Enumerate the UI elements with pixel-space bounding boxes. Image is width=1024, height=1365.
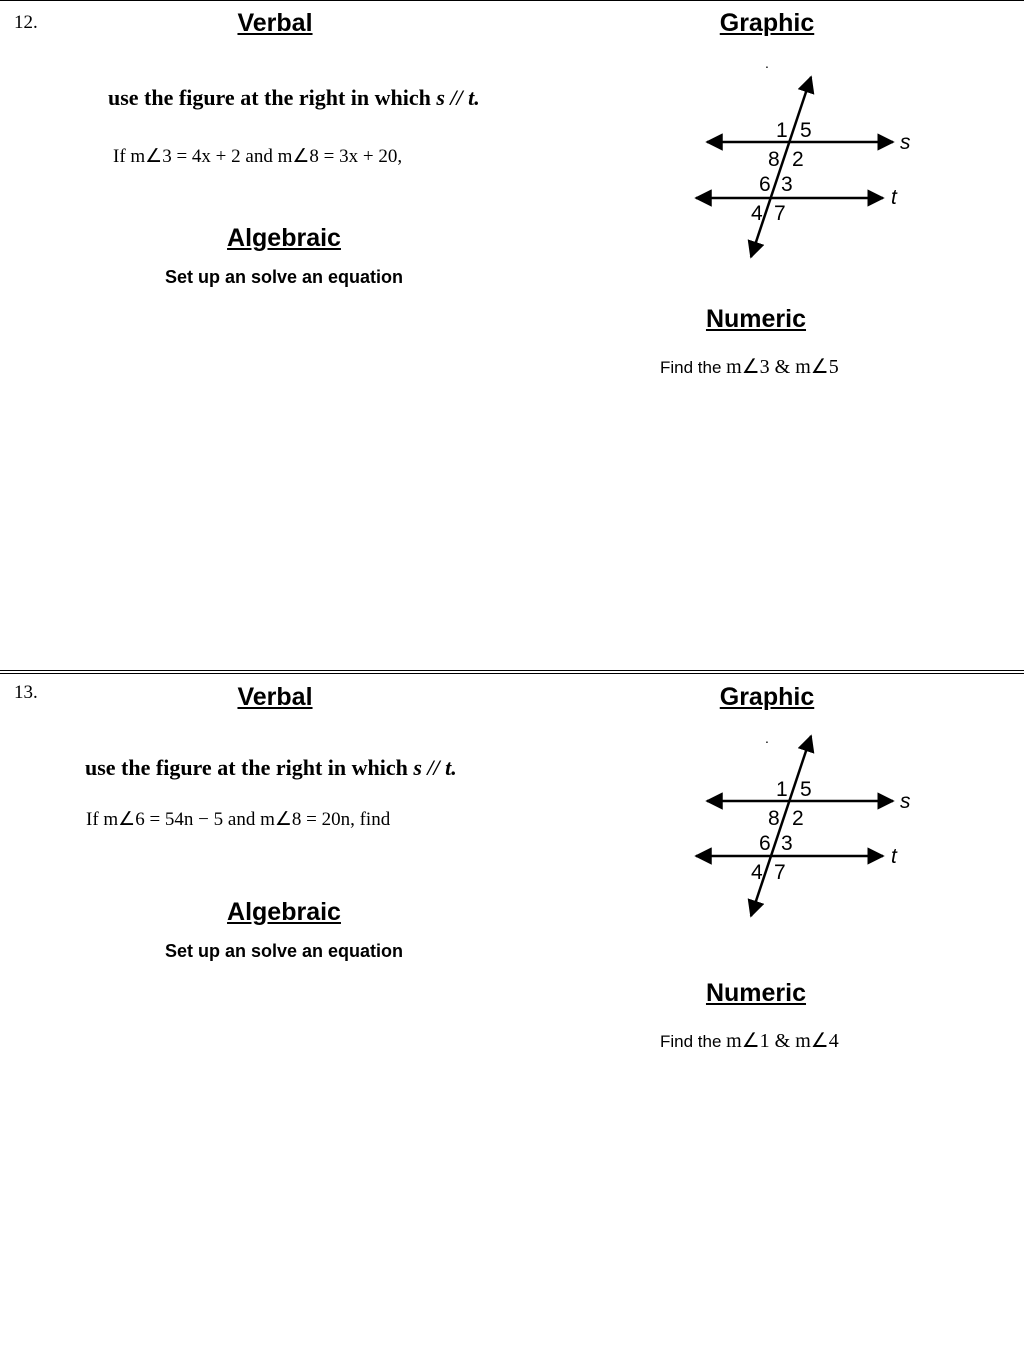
verbal-instruction-text: use the figure at the right in which (108, 85, 437, 110)
problem-13 (0, 670, 1024, 1365)
graphic-heading: Graphic (719, 9, 815, 37)
angle-label-8: 8 (768, 148, 780, 171)
parallel-lines-figure (680, 71, 930, 266)
angle-label-3: 3 (781, 173, 793, 196)
verbal-instruction (108, 85, 480, 111)
line-label-s: s (900, 131, 911, 154)
angle-label-8: 8 (768, 807, 780, 830)
angle-label-4: 4 (751, 202, 763, 225)
ampersand: & (769, 1030, 796, 1052)
parallel-notation: s // t. (436, 85, 480, 110)
angle-label-2: 2 (792, 148, 804, 171)
numeric-instruction (660, 354, 839, 379)
section-divider (0, 670, 1024, 674)
verbal-instruction (85, 755, 457, 781)
angle-label-6: 6 (759, 173, 771, 196)
angle-label-7: 7 (774, 861, 786, 884)
figure-dot: . (765, 730, 769, 746)
figure-dot: . (765, 55, 769, 71)
angle-label-3: 3 (781, 832, 793, 855)
numeric-prefix: Find the (660, 1032, 727, 1051)
angle-equation: If m∠3 = 4x + 2 and m∠8 = 3x + 20, (113, 146, 403, 167)
line-label-t: t (891, 845, 897, 868)
angle-label-5: 5 (800, 778, 812, 801)
angle-label-4: 4 (751, 861, 763, 884)
algebraic-heading: Algebraic (227, 224, 341, 252)
verbal-heading: Verbal (237, 9, 313, 37)
angle-label-6: 6 (759, 832, 771, 855)
algebraic-instruction: Set up an solve an equation (164, 941, 404, 961)
parallel-lines-figure (680, 730, 930, 925)
numeric-prefix: Find the (660, 358, 727, 377)
numeric-heading: Numeric (705, 979, 807, 1007)
problem-number: 13. (14, 682, 38, 703)
ampersand: & (769, 356, 796, 378)
verbal-heading: Verbal (237, 683, 313, 711)
angle-label-5: 5 (800, 119, 812, 142)
angle-a: m∠3 (726, 356, 770, 378)
verbal-instruction-text: use the figure at the right in which (85, 755, 414, 780)
angle-label-7: 7 (774, 202, 786, 225)
algebraic-instruction: Set up an solve an equation (164, 267, 404, 287)
problem-12 (0, 0, 1024, 671)
algebraic-heading: Algebraic (227, 898, 341, 926)
numeric-heading: Numeric (705, 305, 807, 333)
line-label-t: t (891, 186, 897, 209)
angle-label-2: 2 (792, 807, 804, 830)
graphic-heading: Graphic (719, 683, 815, 711)
angle-label-1: 1 (776, 778, 788, 801)
angle-b: m∠5 (795, 356, 839, 378)
angle-equation: If m∠6 = 54n − 5 and m∠8 = 20n, find (86, 809, 391, 830)
line-label-s: s (900, 790, 911, 813)
angle-b: m∠4 (795, 1030, 839, 1052)
numeric-instruction (660, 1028, 839, 1053)
problem-number: 12. (14, 12, 38, 33)
parallel-notation: s // t. (413, 755, 457, 780)
angle-a: m∠1 (726, 1030, 770, 1052)
angle-label-1: 1 (776, 119, 788, 142)
